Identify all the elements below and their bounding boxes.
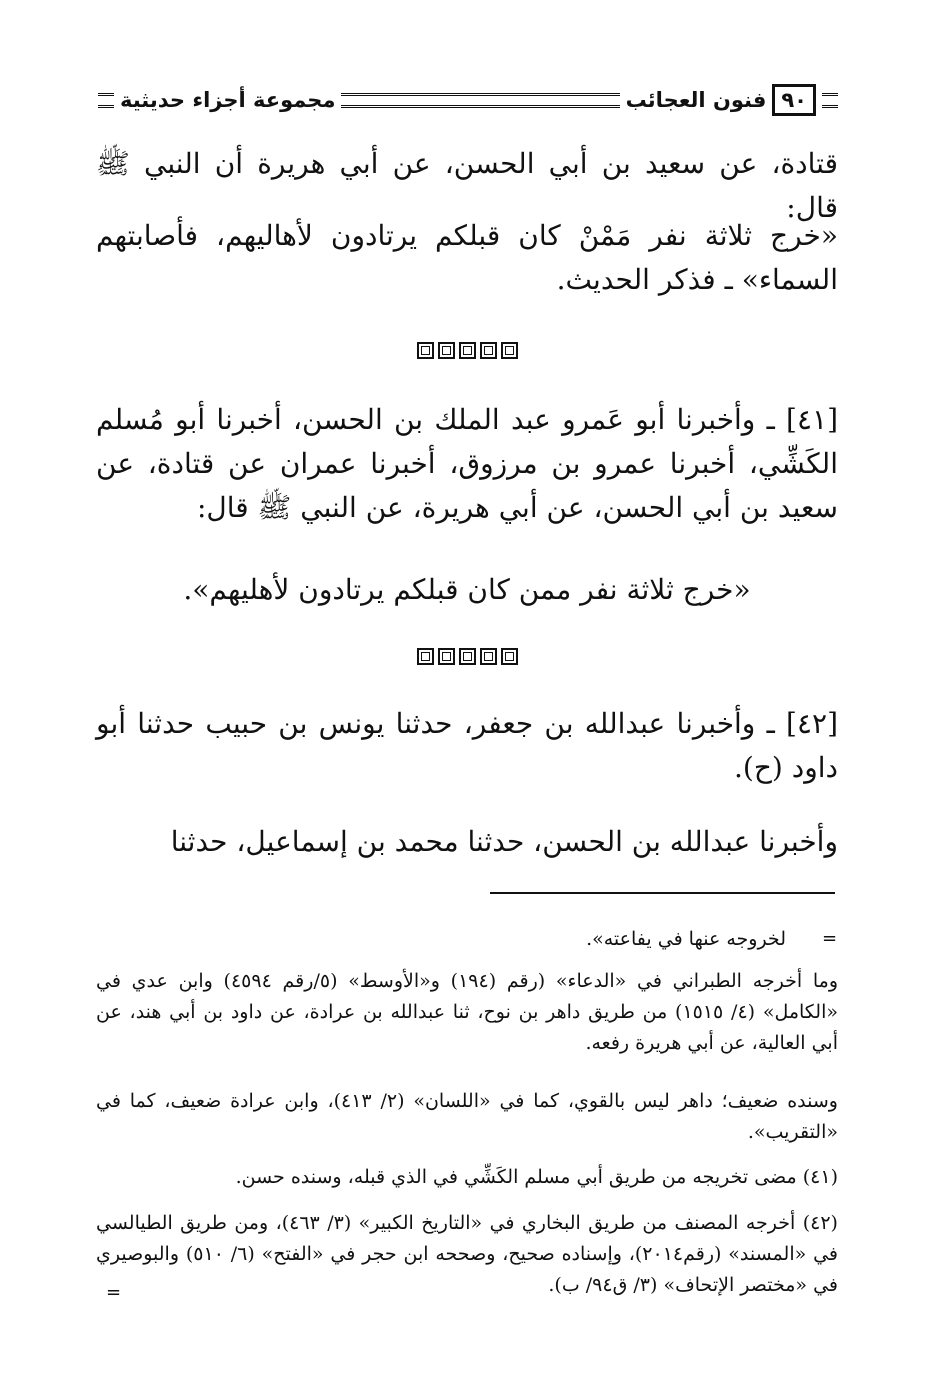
footnote-continued-mark: =	[106, 1282, 122, 1303]
section-separator	[96, 648, 838, 665]
separator-square-icon	[480, 648, 497, 665]
header-rule-middle	[341, 93, 619, 108]
separator-square-icon	[438, 648, 455, 665]
separator-square-icon	[417, 648, 434, 665]
separator-square-icon	[417, 342, 434, 359]
paragraph-hadith-text: «خرج ثلاثة نفر مَمْنْ كان قبلكم يرتادون لأهاليهم، فأصابتهم السماء» ـ فذكر الحديث.	[96, 219, 838, 296]
separator-square-icon	[438, 342, 455, 359]
series-title: مجموعة أجزاء حديثية	[120, 88, 336, 112]
section-separator	[96, 342, 838, 359]
separator-square-icon	[459, 648, 476, 665]
paragraph-isnad-end: قتادة، عن سعيد بن أبي الحسن، عن أبي هريرة أن النبي ﷺ قال:	[96, 147, 838, 224]
separator-square-icon	[459, 342, 476, 359]
separator-square-icon	[480, 342, 497, 359]
footnote-paragraph: وسنده ضعيف؛ داهر ليس بالقوي، كما في «اللسان» (٢/ ٤١٣)، وابن عرادة ضعيف، كما في «التقريب».	[96, 1090, 838, 1143]
paragraph-hadith-42-cont: وأخبرنا عبدالله بن الحسن، حدثنا محمد بن إسماعيل، حدثنا	[170, 825, 838, 858]
paragraph-hadith-41: [٤١] ـ وأخبرنا أبو عَمرو عبد الملك بن الحسن، أخبرنا أبو مُسلم الكَشِّي، أخبرنا عمرو بن مرزوق، أخبرنا عمران عن قتادة، عن سعيد بن أبي الحسن، عن أبي هريرة، عن النبي ﷺ قال:	[96, 403, 838, 524]
paragraph-hadith-42: [٤٢] ـ وأخبرنا عبدالله بن جعفر، حدثنا يونس بن حبيب حدثنا أبو داود (ح).	[96, 707, 838, 784]
header-rule-left	[98, 93, 114, 108]
book-title: فنون العجائب	[625, 88, 767, 112]
footnote-41: (٤١) مضى تخريجه من طريق أبي مسلم الكَشِّي في الذي قبله، وسنده حسن.	[235, 1166, 838, 1188]
footnote-42: (٤٢) أخرجه المصنف من طريق البخاري في «التاريخ الكبير» (٣/ ٤٦٣)، ومن طريق الطيالسي في «المسند» (رقم٢٠١٤)، وإسناده صحيح، وصححه ابن حجر في «الفتح» (٦/ ٥١٠) والبوصيري في «مختصر الإتحاف» (٣/ ق٩٤/ ب).	[96, 1212, 838, 1296]
footnote-divider	[490, 892, 835, 894]
page-number: ٩٠	[772, 84, 816, 116]
header-rule-right	[822, 93, 838, 108]
footnote-paragraph: وما أخرجه الطبراني في «الدعاء» (رقم (١٩٤) و«الأوسط» (٥/رقم ٤٥٩٤) وابن عدي في «الكامل» (٤/ ١٥١٥) من طريق داهر بن نوح، ثنا عبدالله بن عرادة، عن داود بن أبي هند، عن أبي العالية، عن أبي هريرة رفعه.	[96, 970, 839, 1054]
footnote-continued-line: لخروجه عنها في يفاعته».	[586, 928, 786, 950]
separator-square-icon	[501, 342, 518, 359]
separator-square-icon	[501, 648, 518, 665]
running-header	[98, 78, 838, 122]
footnote-continuation-mark: =	[822, 928, 838, 949]
paragraph-hadith-41-text: «خرج ثلاثة نفر ممن كان قبلكم يرتادون لأهليهم».	[183, 573, 751, 606]
